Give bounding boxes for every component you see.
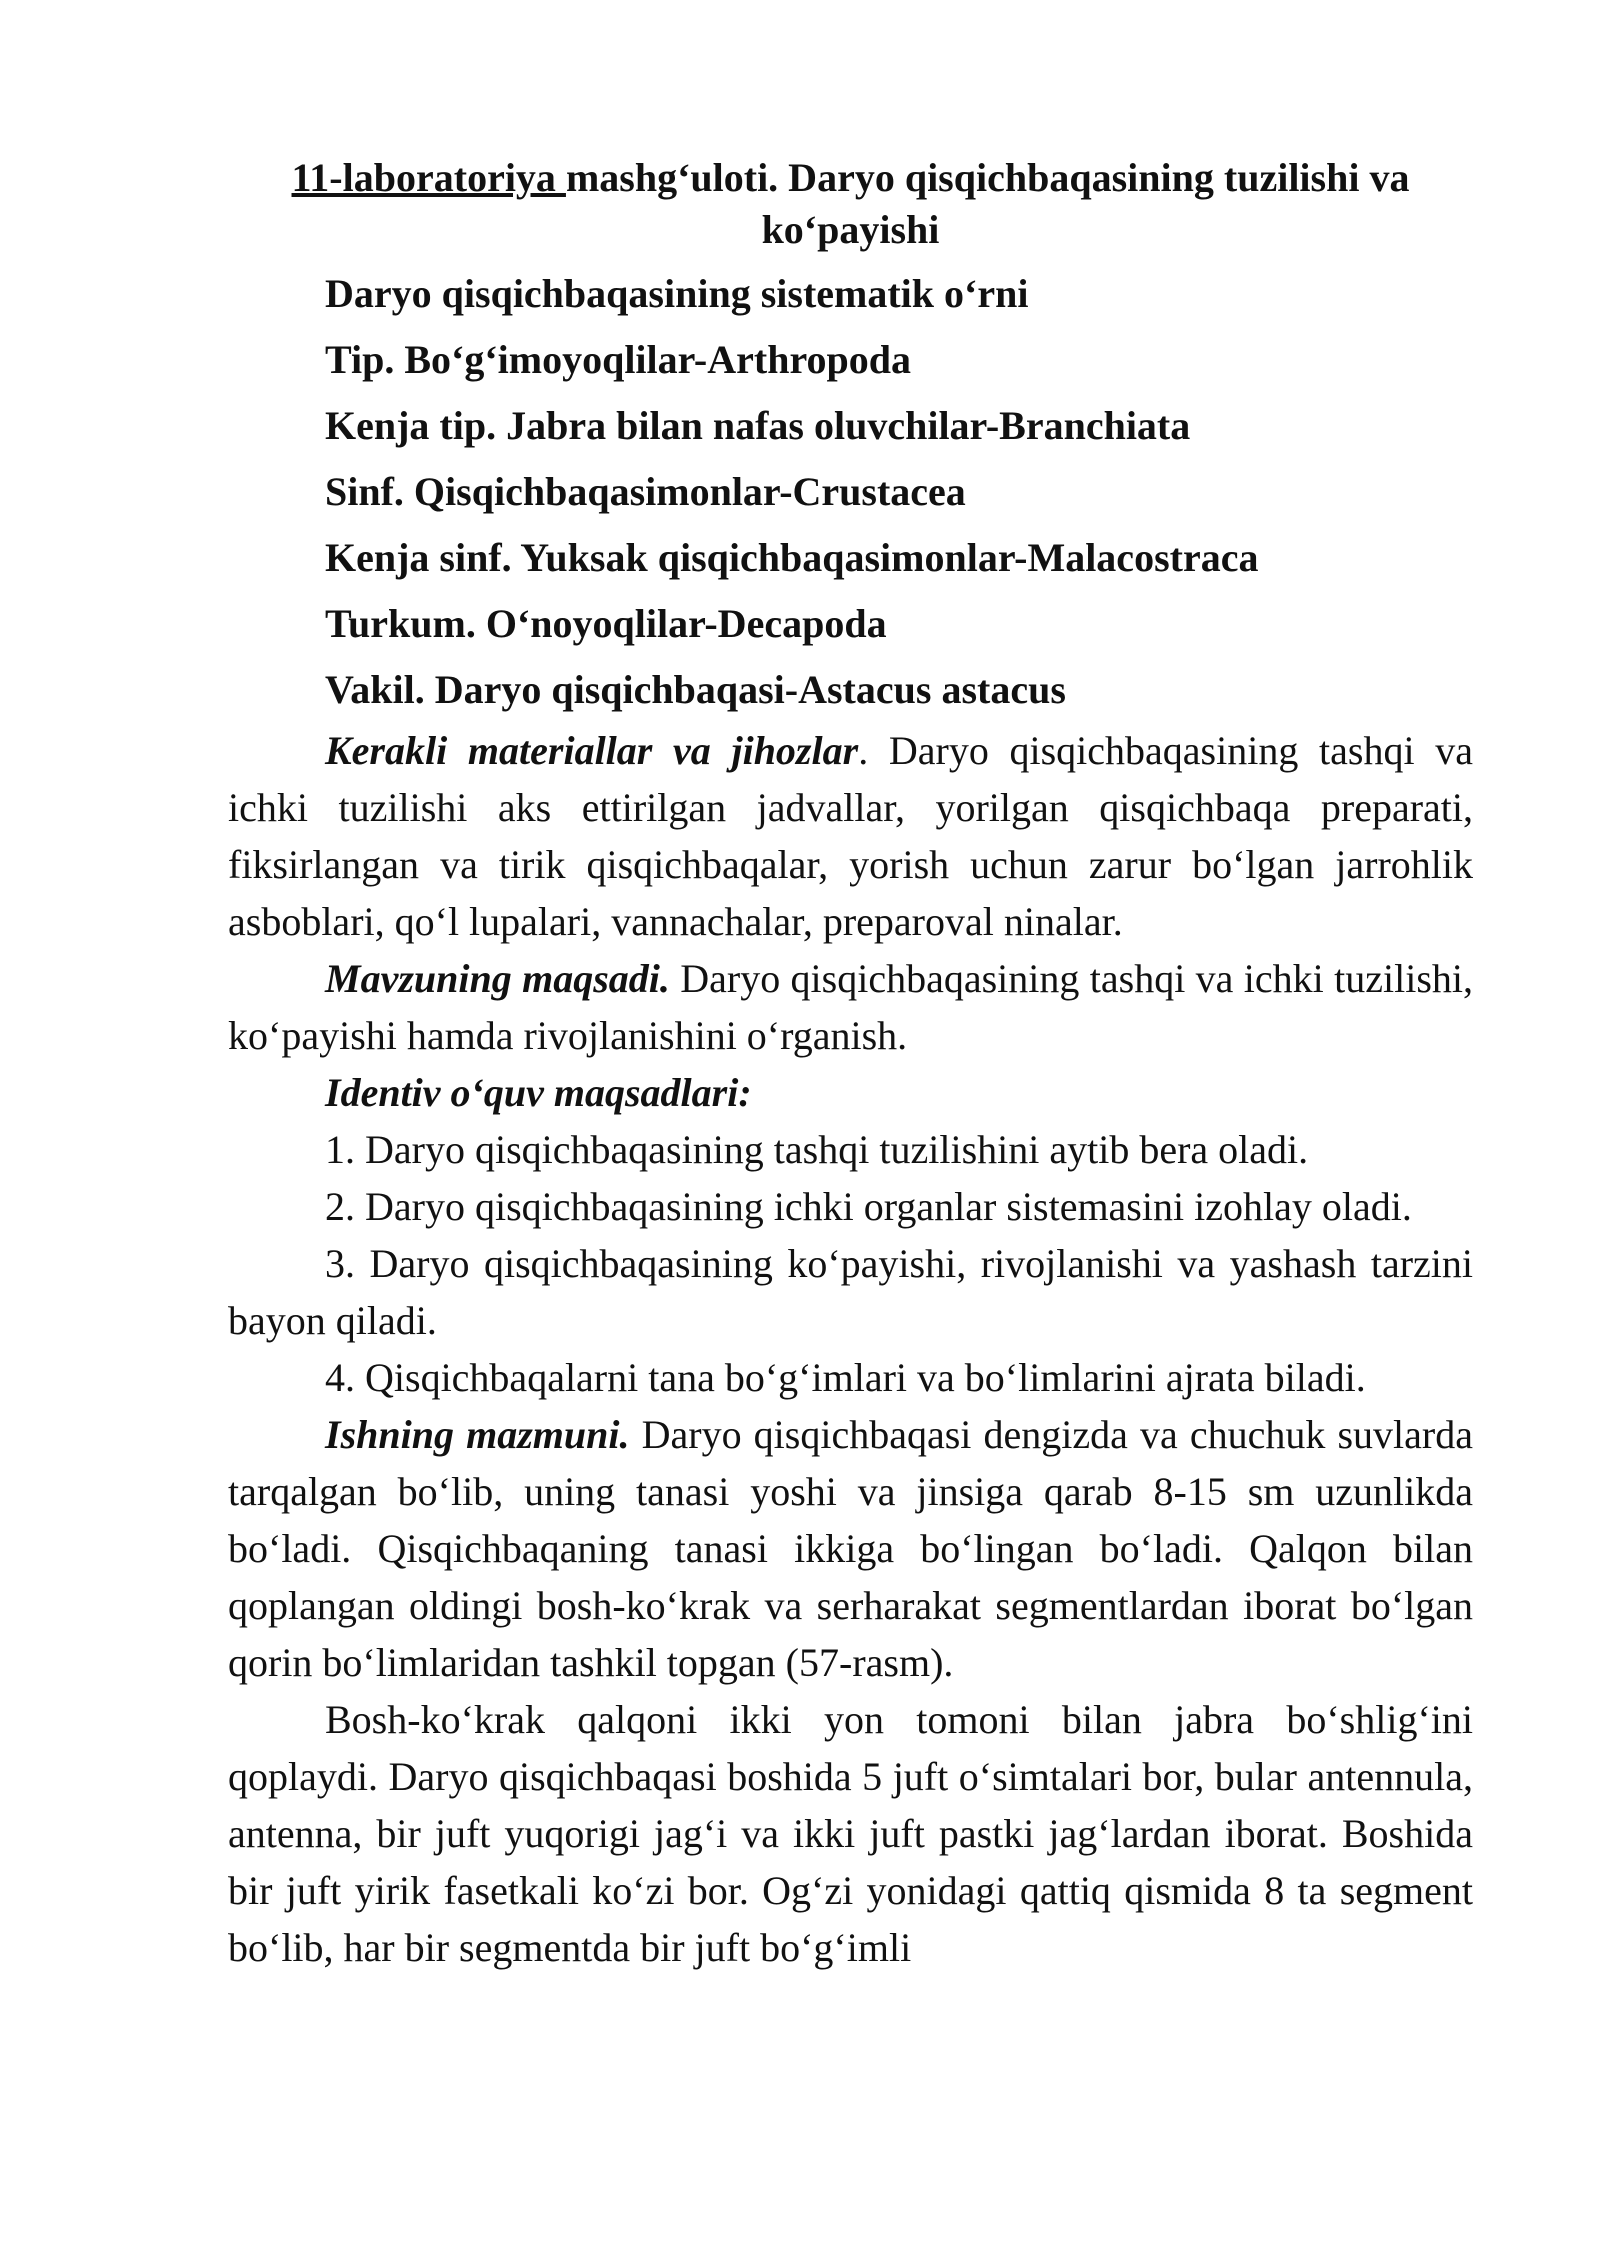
materials-heading: Kerakli materiallar va jihozlar <box>325 728 859 773</box>
title-text: mashg‘uloti. Daryo qisqichbaqasining tuzilishi va ko‘payishi <box>565 155 1410 252</box>
objectives-heading-paragraph <box>228 1064 1473 1121</box>
taxonomy-class: Sinf. Qisqichbaqasimonlar-Crustacea <box>325 469 966 514</box>
taxonomy-subtype: Kenja tip. Jabra bilan nafas oluvchilar-Branchiata <box>325 403 1191 448</box>
taxonomy-type: Tip. Bo‘g‘imoyoqlilar-Arthropoda <box>325 337 911 382</box>
objective-item: 1. Daryo qisqichbaqasining tashqi tuzilishini aytib bera oladi. <box>325 1127 1309 1172</box>
taxonomy-subclass: Kenja sinf. Yuksak qisqichbaqasimonlar-Malacostraca <box>325 535 1259 580</box>
last-paragraph: Bosh-ko‘krak qalqoni ikki yon tomoni bilan jabra bo‘shlig‘ini qoplaydi. Daryo qisqichbaqasi boshida 5 juft o‘simtalari bor, bular antennula, antenna, bir juft yuqorigi jag‘i va ikki juft pastki jag‘lardan iborat. Boshida bir juft yirik fasetkali ko‘zi bor. Og‘zi yonidagi qattiq qismida 8 ta segment bo‘lib, har bir segmentda bir juft bo‘g‘imli <box>228 1697 1473 1970</box>
objective-item: 4. Qisqichbaqalarni tana bo‘g‘imlari va bo‘limlarini ajrata biladi. <box>325 1355 1366 1400</box>
taxonomy-heading: Daryo qisqichbaqasining sistematik o‘rni <box>325 271 1029 316</box>
materials-text: . Daryo qisqichbaqasining tashqi va ichki tuzilishi aks ettirilgan jadvallar, yorilgan qisqichbaqa preparati, fiksirlangan va tirik qisqichbaqalar, yorish uchun zarur bo‘lgan jarrohlik asboblari, qo‘l lupalari, vannachalar, preparoval ninalar. <box>228 728 1474 944</box>
materials-paragraph <box>228 722 1473 950</box>
page-title <box>228 152 1473 256</box>
taxonomy-order: Turkum. O‘noyoqlilar-Decapoda <box>325 601 887 646</box>
lab-number: 11-laboratoriya <box>291 155 566 200</box>
content-text: Daryo qisqichbaqasi dengizda va chuchuk suvlarda tarqalgan bo‘lib, uning tanasi yoshi va jinsiga qarab 8-15 sm uzunlikda bo‘ladi. Qisqichbaqaning tanasi ikkiga bo‘lingan bo‘ladi. Qalqon bilan qoplangan oldingi bosh-ko‘krak va serharakat segmentlardan iborat bo‘lgan qorin bo‘limlaridan tashkil topgan (57-rasm). <box>228 1412 1473 1685</box>
goal-text: Daryo qisqichbaqasining tashqi va ichki tuzilishi, ko‘payishi hamda rivojlanishini o‘rganish. <box>228 956 1473 1058</box>
document-body <box>228 722 1473 1976</box>
goal-heading: Mavzuning maqsadi. <box>325 956 670 1001</box>
content-heading: Ishning mazmuni. <box>325 1412 630 1457</box>
objective-item: 3. Daryo qisqichbaqasining ko‘payishi, rivojlanishi va yashash tarzini bayon qiladi. <box>228 1241 1473 1343</box>
objective-item: 2. Daryo qisqichbaqasining ichki organlar sistemasini izohlay oladi. <box>325 1184 1412 1229</box>
goal-paragraph <box>228 950 1473 1064</box>
content-paragraph <box>228 1406 1473 1691</box>
taxonomy-representative: Vakil. Daryo qisqichbaqasi-Astacus astacus <box>325 667 1066 712</box>
objectives-heading: Identiv o‘quv maqsadlari: <box>325 1070 752 1115</box>
